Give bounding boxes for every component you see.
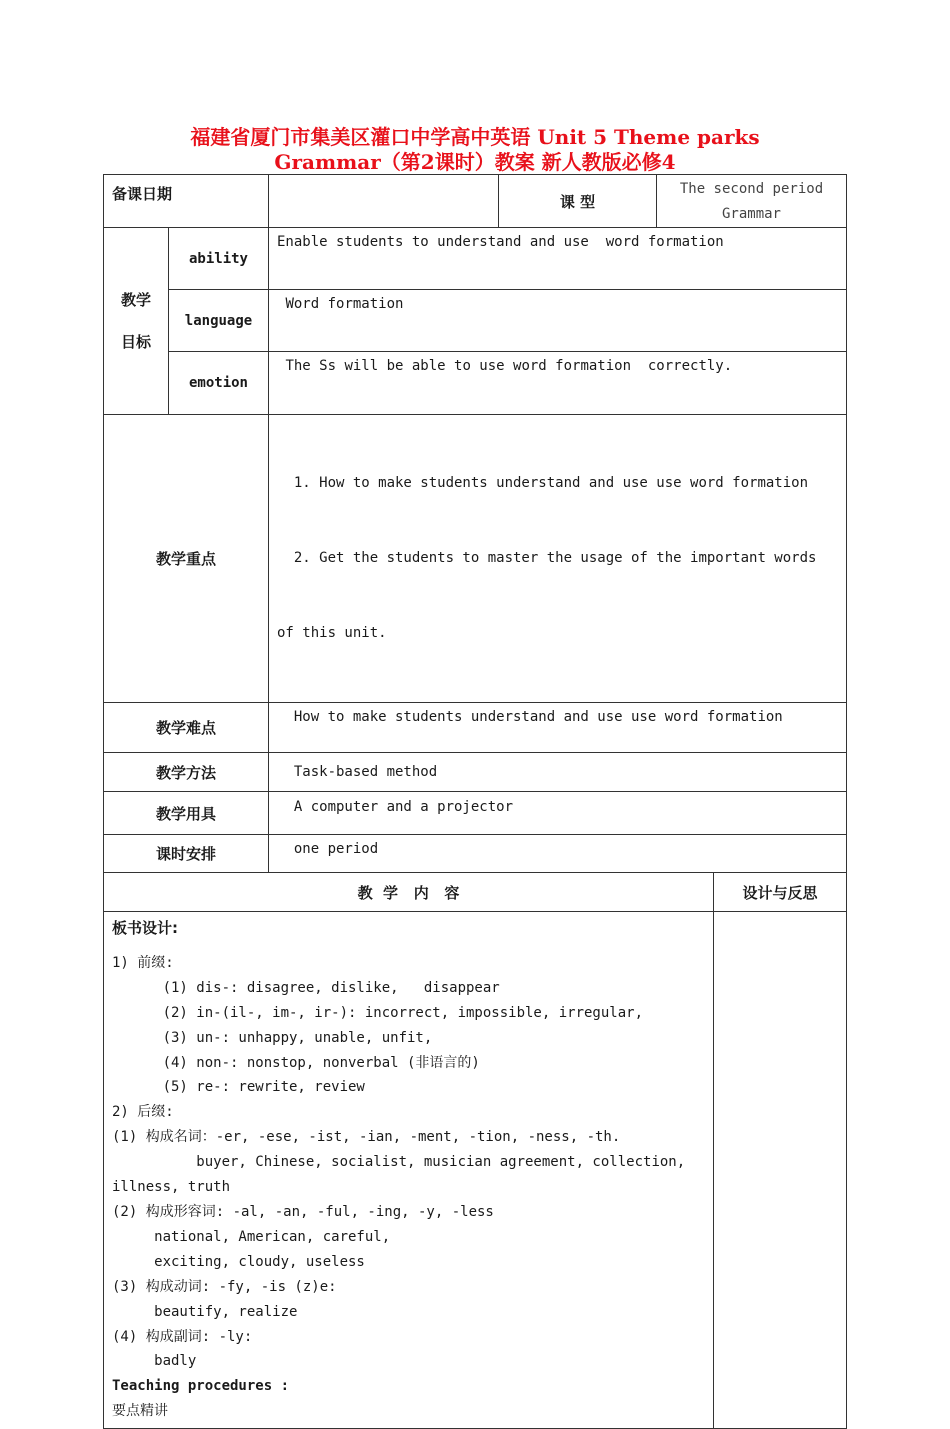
lesson-type-label: 课 型 xyxy=(499,175,657,228)
board-line: 1) 前缀: xyxy=(112,954,174,971)
board-line: buyer, Chinese, socialist, musician agreement, collection, xyxy=(112,1154,686,1171)
key-point-line-2: 2. Get the students to master the usage of the important words xyxy=(277,550,817,566)
objectives-label xyxy=(104,228,169,415)
difficulties-value: How to make students understand and use use word formation xyxy=(269,703,847,753)
tools-value: A computer and a projector xyxy=(269,792,847,835)
board-heading: 板书设计: xyxy=(112,919,178,937)
difficulties-label: 教学难点 xyxy=(104,703,269,753)
lesson-type-value-line-2: Grammar xyxy=(721,206,781,222)
schedule-value: one period xyxy=(269,835,847,873)
tools-label: 教学用具 xyxy=(104,792,269,835)
board-design xyxy=(104,912,714,1429)
key-points-value xyxy=(269,415,847,703)
objective-language-value: Word formation xyxy=(269,290,847,352)
key-points-label: 教学重点 xyxy=(104,415,269,703)
objective-emotion-value: The Ss will be able to use word formation correctly. xyxy=(269,352,847,415)
lesson-plan-table xyxy=(103,174,847,1429)
objective-ability-label: ability xyxy=(169,228,269,290)
board-line: (2) in-(il-, im-, ir-): incorrect, impossible, irregular, xyxy=(112,1004,644,1021)
objective-ability-value: Enable students to understand and use word formation xyxy=(269,228,847,290)
board-line: badly xyxy=(112,1353,197,1370)
board-line: (5) re-: rewrite, review xyxy=(112,1079,365,1096)
content-header: 教 学 内 容 xyxy=(104,873,714,912)
design-reflection-cell xyxy=(714,912,847,1429)
date-label: 备课日期 xyxy=(104,175,269,228)
teaching-procedures-heading: Teaching procedures : xyxy=(112,1378,290,1395)
document-title-line-2: Grammar（第2课时）教案 新人教版必修4 xyxy=(274,150,676,174)
key-point-line-1: 1. How to make students understand and use use word formation xyxy=(277,475,809,491)
board-line: (3) un-: unhappy, unable, unfit, xyxy=(112,1029,433,1046)
schedule-label: 课时安排 xyxy=(104,835,269,873)
objectives-label-line-2: 目标 xyxy=(120,333,151,351)
board-line: 2) 后缀: xyxy=(112,1104,174,1121)
board-line: (3) 构成动词: -fy, -is (z)e: xyxy=(112,1278,337,1295)
lesson-type-value-line-1: The second period xyxy=(679,181,824,197)
objective-language-label: language xyxy=(169,290,269,352)
board-line: beautify, realize xyxy=(112,1303,298,1320)
lesson-type-value xyxy=(657,175,847,228)
design-reflection-header: 设计与反思 xyxy=(714,873,847,912)
key-explanation-label: 要点精讲 xyxy=(112,1403,168,1420)
objectives-label-line-1: 教学 xyxy=(120,291,151,309)
board-line: (1) dis-: disagree, dislike, disappear xyxy=(112,979,500,996)
board-line: (4) non-: nonstop, nonverbal (非语言的) xyxy=(112,1054,480,1071)
document-title-line-1: 福建省厦门市集美区灌口中学高中英语 Unit 5 Theme parks xyxy=(190,125,760,149)
method-label: 教学方法 xyxy=(104,753,269,792)
objective-emotion-label: emotion xyxy=(169,352,269,415)
key-point-line-3: of this unit. xyxy=(277,625,387,641)
board-line: exciting, cloudy, useless xyxy=(112,1253,365,1270)
board-line: national, American, careful, xyxy=(112,1228,391,1245)
board-line: illness, truth xyxy=(112,1179,231,1196)
board-line: (2) 构成形容词: -al, -an, -ful, -ing, -y, -less xyxy=(112,1203,494,1220)
board-line: (1) 构成名词：-er, -ese, -ist, -ian, -ment, -tion, -ness, -th. xyxy=(112,1129,621,1146)
method-value: Task-based method xyxy=(269,753,847,792)
board-line: (4) 构成副词: -ly: xyxy=(112,1328,253,1345)
date-value[interactable] xyxy=(269,175,499,228)
